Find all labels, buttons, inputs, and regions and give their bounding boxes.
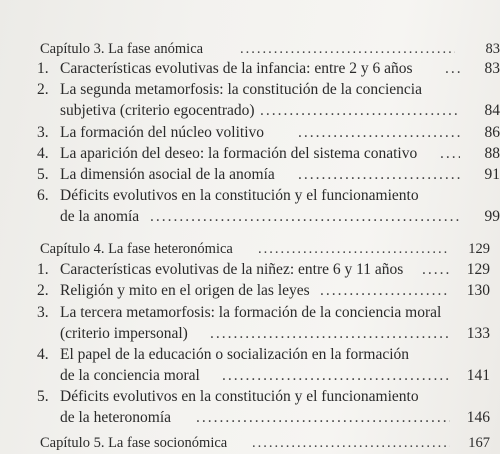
chapter-3-page: 83 bbox=[485, 41, 500, 57]
entry-text-continued: (criterio impersonal) bbox=[60, 325, 188, 342]
chapter-5-heading bbox=[0, 432, 500, 454]
entry-text: La tercera metamorfosis: la formación de la conciencia moral bbox=[60, 304, 442, 321]
chapter-3-title: Capítulo 3. La fase anómica bbox=[40, 41, 204, 57]
toc-entry-3-6-cont bbox=[0, 206, 500, 228]
leader-dots bbox=[150, 206, 460, 228]
chapter-5-title: Capítulo 5. La fase socionómica bbox=[40, 435, 228, 451]
entry-text: Religión y mito en el origen de las leyes bbox=[60, 282, 310, 299]
leader-dots bbox=[440, 143, 460, 165]
chapter-4-heading bbox=[0, 238, 500, 260]
entry-text-continued: de la anomía bbox=[60, 208, 140, 225]
toc-entry-4-3-cont bbox=[0, 323, 500, 345]
leader-dots bbox=[260, 100, 460, 122]
entry-text: La formación del núcleo volitivo bbox=[60, 124, 265, 141]
entry-page: 141 bbox=[466, 367, 490, 384]
toc-entry-3-4 bbox=[0, 143, 500, 165]
toc-entry-3-2 bbox=[0, 79, 500, 101]
leader-dots bbox=[298, 164, 460, 186]
entry-text: La segunda metamorfosis: la constitución de la conciencia bbox=[60, 81, 422, 98]
entry-number: 5. bbox=[37, 166, 49, 183]
entry-text-continued: de la heteronomía bbox=[60, 409, 172, 426]
entry-number: 1. bbox=[37, 261, 49, 278]
entry-page: 84 bbox=[484, 102, 500, 119]
chapter-3-heading bbox=[0, 38, 500, 60]
entry-page: 91 bbox=[484, 166, 500, 183]
entry-text: La dimensión asocial de la anomía bbox=[60, 166, 275, 183]
leader-dots bbox=[320, 280, 450, 302]
entry-text: Déficits evolutivos en la constitución y el funcionamiento bbox=[60, 187, 419, 204]
toc-entry-4-4-cont bbox=[0, 365, 500, 387]
entry-number: 2. bbox=[37, 282, 49, 299]
toc-entry-4-1 bbox=[0, 259, 500, 281]
entry-page: 83 bbox=[484, 60, 500, 77]
toc-entry-4-5 bbox=[0, 386, 500, 408]
toc-entry-4-3 bbox=[0, 302, 500, 324]
entry-text-continued: de la conciencia moral bbox=[60, 367, 200, 384]
entry-number: 4. bbox=[37, 346, 49, 363]
entry-number: 5. bbox=[37, 388, 49, 405]
entry-number: 2. bbox=[37, 81, 49, 98]
entry-number: 3. bbox=[37, 124, 49, 141]
entry-text: La aparición del deseo: la formación del sistema conativo bbox=[60, 145, 418, 162]
entry-page: 146 bbox=[466, 409, 490, 426]
toc-entry-3-1 bbox=[0, 58, 500, 80]
leader-dots bbox=[210, 323, 450, 345]
entry-page: 130 bbox=[466, 282, 490, 299]
entry-text: Déficits evolutivos en la constitución y el funcionamiento bbox=[60, 388, 419, 405]
leader-dots bbox=[445, 58, 460, 80]
entry-page: 99 bbox=[484, 208, 500, 225]
toc-entry-3-2-cont bbox=[0, 100, 500, 122]
entry-page: 88 bbox=[484, 145, 500, 162]
entry-number: 4. bbox=[37, 145, 49, 162]
entry-page: 86 bbox=[484, 124, 500, 141]
entry-page: 133 bbox=[466, 325, 490, 342]
leader-dots bbox=[258, 238, 450, 260]
entry-number: 3. bbox=[37, 304, 49, 321]
leader-dots bbox=[240, 38, 455, 60]
leader-dots bbox=[422, 259, 450, 281]
leader-dots bbox=[222, 365, 450, 387]
entry-number: 6. bbox=[37, 187, 49, 204]
toc-entry-3-6 bbox=[0, 185, 500, 207]
entry-number: 1. bbox=[37, 60, 49, 77]
entry-text: Características evolutivas de la niñez: entre 6 y 11 años bbox=[60, 261, 404, 278]
toc-entry-4-2 bbox=[0, 280, 500, 302]
toc-entry-3-3 bbox=[0, 122, 500, 144]
leader-dots bbox=[196, 407, 450, 429]
entry-text: El papel de la educación o socialización en la formación bbox=[60, 346, 410, 363]
chapter-5-page: 167 bbox=[468, 435, 490, 451]
chapter-4-title: Capítulo 4. La fase heteronómica bbox=[40, 241, 233, 257]
toc-entry-4-5-cont bbox=[0, 407, 500, 429]
entry-page: 129 bbox=[466, 261, 490, 278]
toc-entry-4-4 bbox=[0, 344, 500, 366]
entry-text-continued: subjetiva (criterio egocentrado) bbox=[60, 102, 255, 119]
leader-dots bbox=[298, 122, 460, 144]
entry-text: Características evolutivas de la infancia: entre 2 y 6 años bbox=[60, 60, 413, 77]
chapter-4-page: 129 bbox=[468, 241, 490, 257]
leader-dots bbox=[252, 432, 450, 454]
toc-entry-3-5 bbox=[0, 164, 500, 186]
